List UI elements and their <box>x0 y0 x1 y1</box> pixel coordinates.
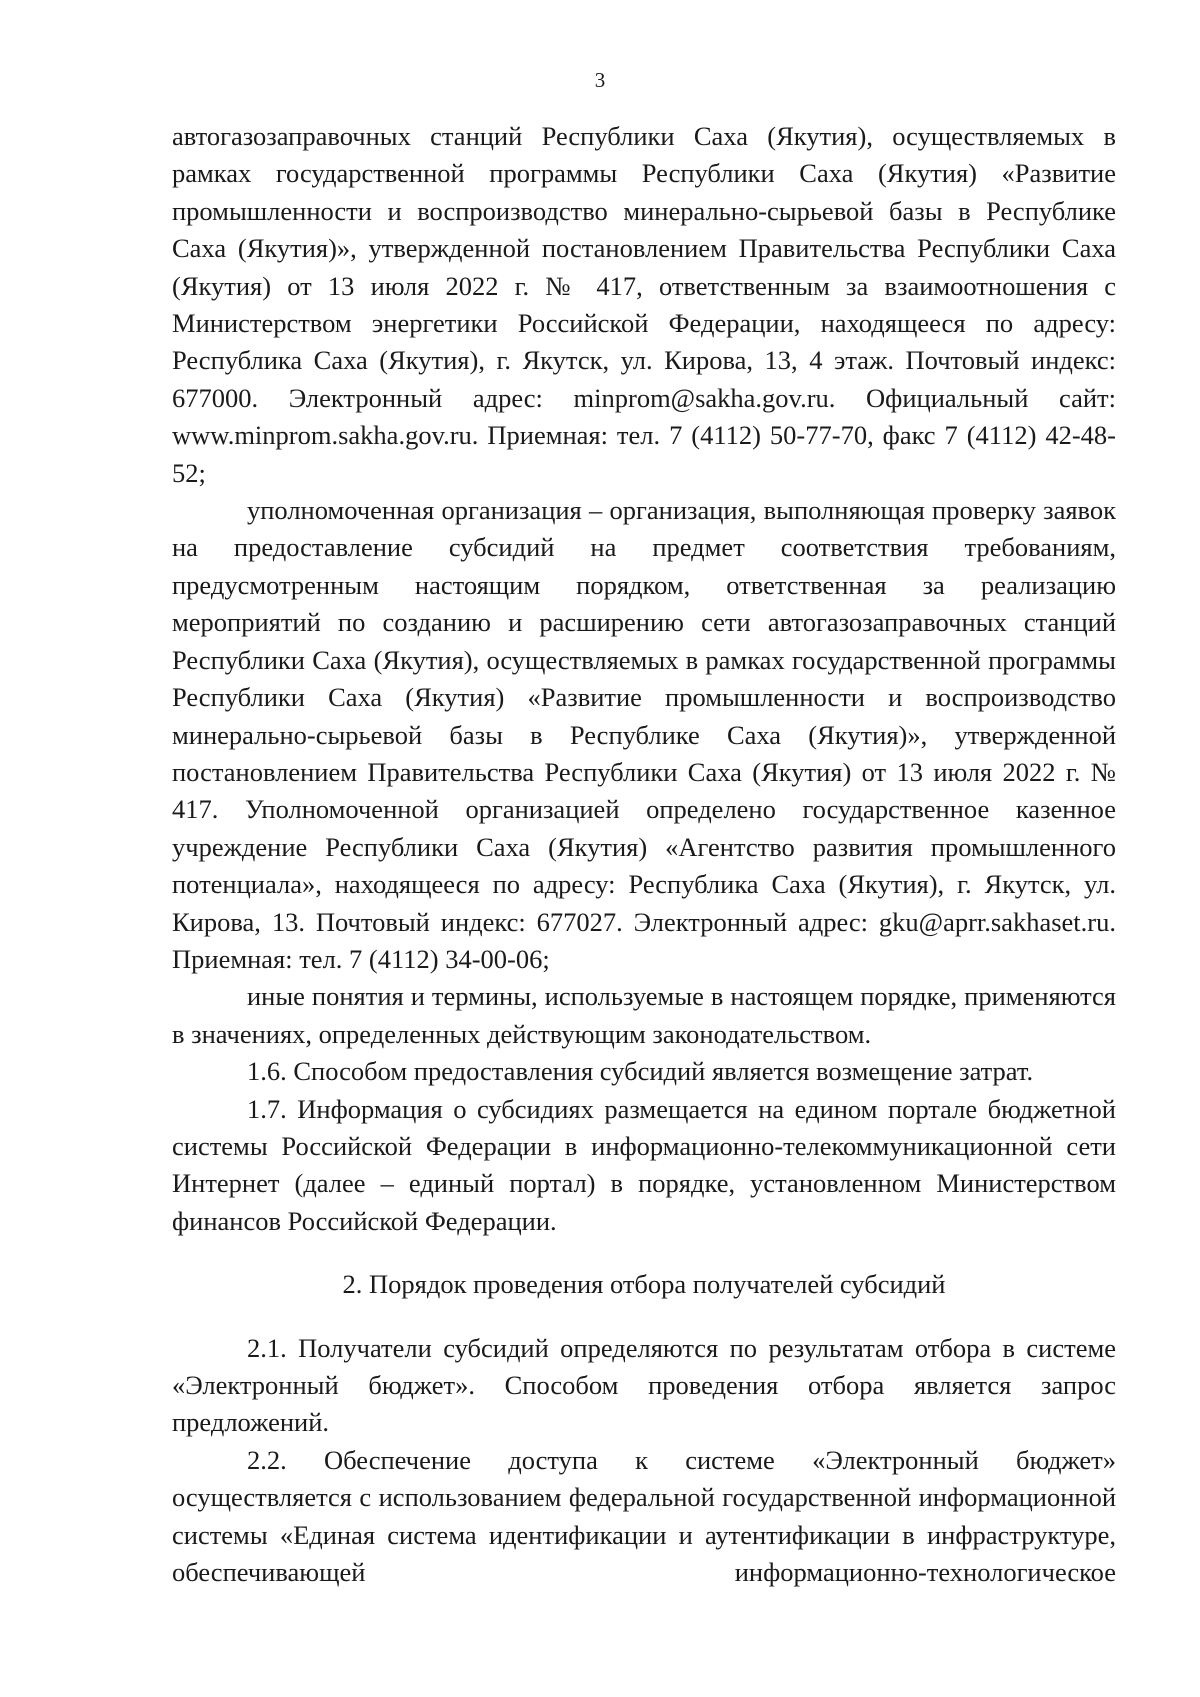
paragraph-ministry-details: автогазозаправочных станций Республики Саха (Якутия), осуществляемых в рамках государственной программы Республики Саха (Якутия) «Развитие промышленности и воспроизводство минерально-сырьевой базы в Республике Саха (Якутия)», утвержденной постановлением Правительства Республики Саха (Якутия) от 13 июля 2022 г. № 417, ответственным за взаимоотношения с Министерством энергетики Российской Федерации, находящееся по адресу: Республика Саха (Якутия), г. Якутск, ул. Кирова, 13, 4 этаж. Почтовый индекс: 677000. Электронный адрес: minprom@sakha.gov.ru. Официальный сайт: www.minprom.sakha.gov.ru. Приемная: тел. 7 (4112) 50-77-70, факс 7 (4112) 42-48-52; <box>172 121 1116 488</box>
paragraph-clause-1-7: 1.7. Информация о субсидиях размещается на едином портале бюджетной системы Российской Федерации в информационно-телекоммуникационной сети Интернет (далее – единый портал) в порядке, установленном Министерством финансов Российской Федерации. <box>172 1093 1116 1236</box>
document-body <box>172 118 1116 1591</box>
paragraph-clause-1-6: 1.6. Способом предоставления субсидий является возмещение затрат. <box>247 1056 1034 1087</box>
paragraph-clause-2-1: 2.1. Получатели субсидий определяются по результатам отбора в системе «Электронный бюджет». Способом проведения отбора является запрос предложений. <box>172 1332 1116 1438</box>
paragraph-clause-2-2: 2.2. Обеспечение доступа к системе «Электронный бюджет» осуществляется с использованием федеральной государственной информационной системы «Единая система идентификации и аутентификации в инфраструктуре, обеспечивающей информационно-технологическое <box>172 1444 1116 1588</box>
section-heading: 2. Порядок проведения отбора получателей субсидий <box>342 1269 946 1300</box>
paragraph-authorized-organization: уполномоченная организация – организация, выполняющая проверку заявок на предоставление субсидий на предмет соответствия требованиям, предусмотренным настоящим порядком, ответственная за реализацию мероприятий по созданию и расширению сети автогазозаправочных станций Республики Саха (Якутия), осуществляемых в рамках государственной программы Республики Саха (Якутия) «Развитие промышленности и воспроизводство минерально-сырьевой базы в Республике Саха (Якутия)», утвержденной постановлением Правительства Республики Саха (Якутия) от 13 июля 2022 г. № 417. Уполномоченной организацией определено государственное казенное учреждение Республики Саха (Якутия) «Агентство развития промышленного потенциала», находящееся по адресу: Республика Саха (Якутия), г. Якутск, ул. Кирова, 13. Почтовый индекс: 677027. Электронный адрес: gku@aprr.sakhaset.ru. Приемная: тел. 7 (4112) 34-00-06; <box>172 495 1116 974</box>
paragraph-other-terms: иные понятия и термины, используемые в настоящем порядке, применяются в значениях, определенных действующим законодательством. <box>172 981 1116 1049</box>
page-number: 3 <box>594 68 606 92</box>
